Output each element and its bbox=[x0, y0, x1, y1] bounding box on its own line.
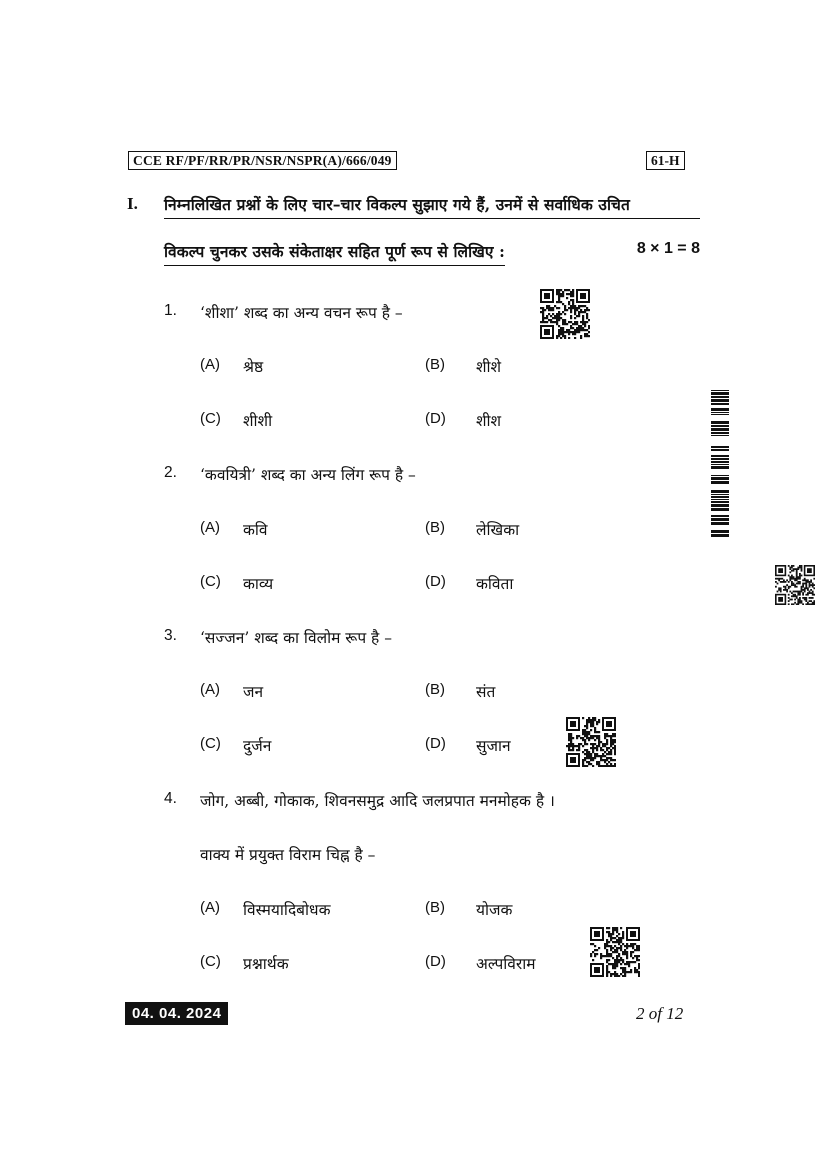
option-text: दुर्जन bbox=[243, 737, 272, 755]
option-label: (D) bbox=[425, 953, 446, 970]
option-label: (C) bbox=[200, 735, 221, 752]
option-text: लेखिका bbox=[476, 521, 520, 539]
option-text: अल्पविराम bbox=[476, 955, 536, 973]
barcode-icon bbox=[711, 390, 729, 538]
exam-date: 04. 04. 2024 bbox=[125, 1002, 228, 1025]
qr-code-icon bbox=[566, 717, 616, 767]
option-label: (D) bbox=[425, 573, 446, 590]
option-label: (B) bbox=[425, 519, 445, 536]
option-label: (A) bbox=[200, 356, 220, 373]
question-subtext: वाक्य में प्रयुक्त विराम चिह्न है – bbox=[200, 846, 376, 864]
option-text: योजक bbox=[476, 901, 513, 919]
question-number: 4. bbox=[164, 790, 177, 807]
paper-code: CCE RF/PF/RR/PR/NSR/NSPR(A)/666/049 bbox=[128, 151, 397, 170]
qr-code-icon bbox=[540, 289, 590, 339]
page-number: 2 of 12 bbox=[636, 1004, 684, 1023]
qr-code-icon bbox=[590, 927, 640, 977]
option-text: विस्मयादिबोधक bbox=[243, 901, 331, 919]
option-text: कवि bbox=[243, 521, 268, 539]
option-label: (B) bbox=[425, 356, 445, 373]
option-label: (A) bbox=[200, 681, 220, 698]
section-marks: 8 × 1 = 8 bbox=[636, 240, 700, 257]
option-label: (C) bbox=[200, 573, 221, 590]
option-text: शीशे bbox=[476, 358, 502, 376]
section-instruction-line1: निम्नलिखित प्रश्नों के लिए चार–चार विकल्प सुझाए गये हैं, उनमें से सर्वाधिक उचित bbox=[164, 193, 700, 219]
question-text: ‘सज्जन’ शब्द का विलोम रूप है – bbox=[200, 629, 392, 647]
option-text: शीश bbox=[476, 412, 502, 430]
option-label: (D) bbox=[425, 410, 446, 427]
option-text: श्रेष्ठ bbox=[243, 358, 264, 376]
question-number: 2. bbox=[164, 464, 177, 481]
question-text: जोग, अब्बी, गोकाक, शिवनसमुद्र आदि जलप्रपात मनमोहक है । bbox=[200, 792, 555, 810]
option-text: कविता bbox=[476, 575, 514, 593]
option-label: (C) bbox=[200, 410, 221, 427]
option-text: काव्य bbox=[243, 575, 274, 593]
question-text: ‘कवयित्री’ शब्द का अन्य लिंग रूप है – bbox=[200, 466, 416, 484]
question-number: 1. bbox=[164, 302, 177, 319]
option-label: (D) bbox=[425, 735, 446, 752]
option-label: (C) bbox=[200, 953, 221, 970]
option-text: सुजान bbox=[476, 737, 511, 755]
option-label: (B) bbox=[425, 899, 445, 916]
option-text: संत bbox=[476, 683, 496, 701]
option-label: (A) bbox=[200, 519, 220, 536]
question-number: 3. bbox=[164, 627, 177, 644]
option-text: शीशी bbox=[243, 412, 273, 430]
question-text: ‘शीशा’ शब्द का अन्य वचन रूप है – bbox=[200, 304, 403, 322]
qr-code-icon bbox=[775, 565, 815, 605]
option-text: जन bbox=[243, 683, 264, 701]
option-text: प्रश्नार्थक bbox=[243, 955, 289, 973]
section-number: I. bbox=[127, 194, 138, 213]
subject-code: 61-H bbox=[646, 151, 685, 170]
option-label: (A) bbox=[200, 899, 220, 916]
section-instruction-line2: विकल्प चुनकर उसके संकेताक्षर सहित पूर्ण रूप से लिखिए : bbox=[164, 240, 505, 266]
option-label: (B) bbox=[425, 681, 445, 698]
